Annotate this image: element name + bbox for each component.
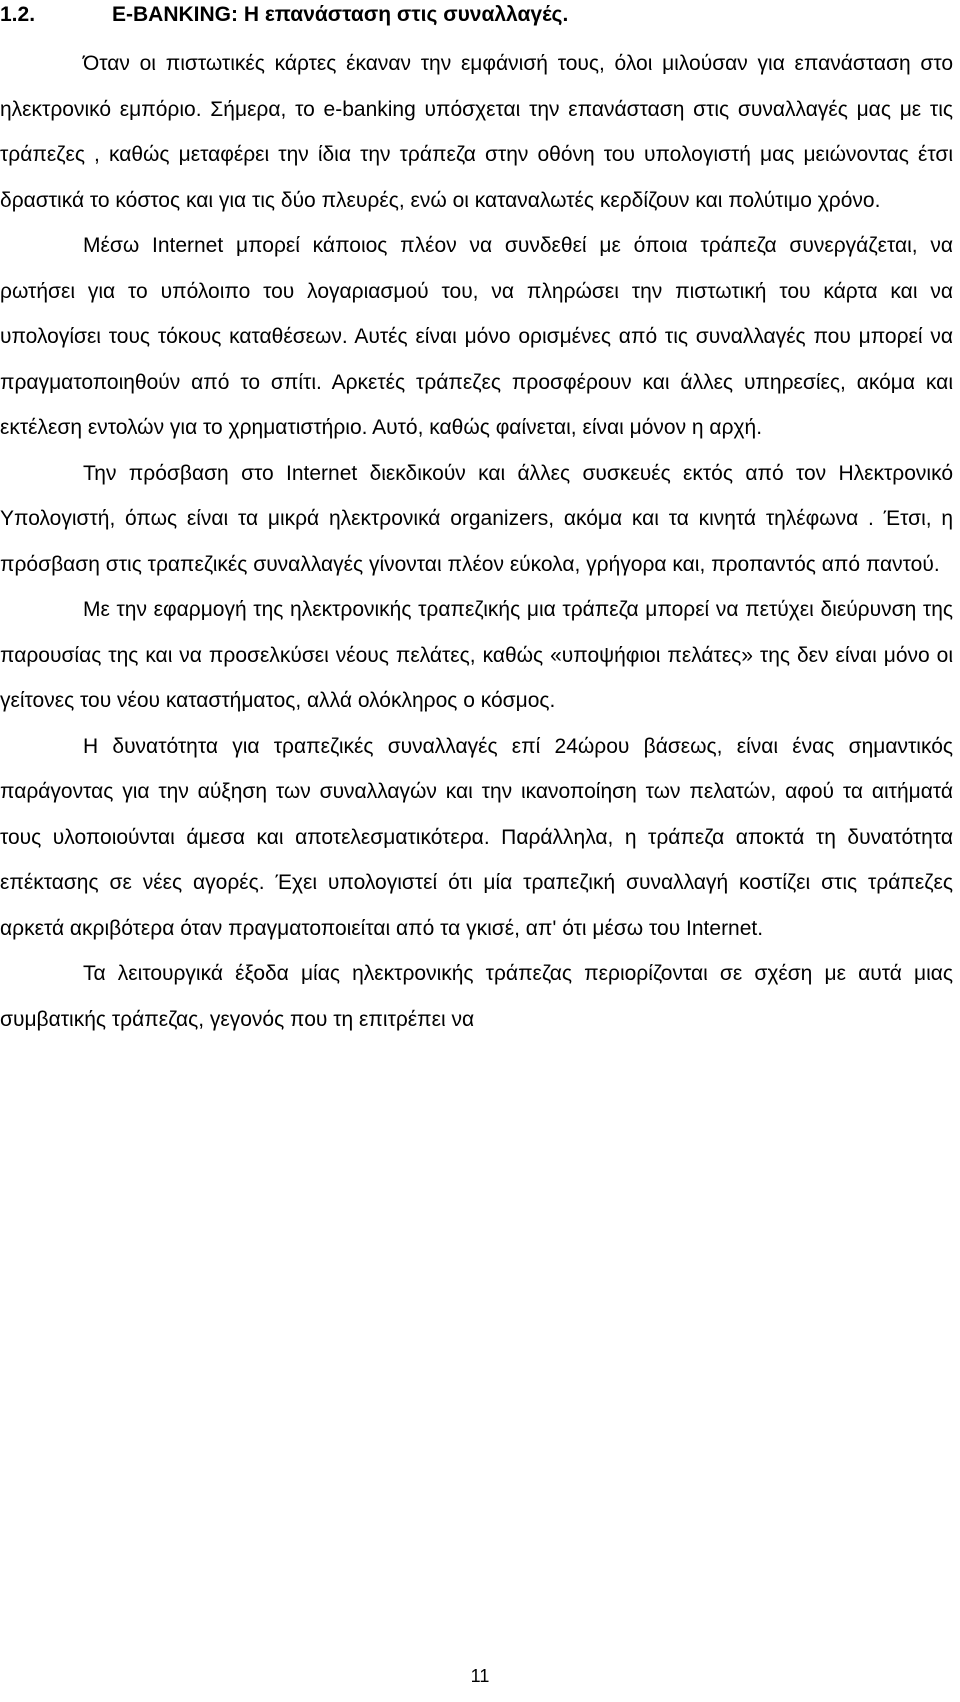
paragraph: Τα λειτουργικά έξοδα μίας ηλεκτρονικής τράπεζας περιορίζονται σε σχέση με αυτά μιας συμβατικής τράπεζας, γεγονός που τη επιτρέπει να — [0, 962, 953, 1031]
paragraph: Την πρόσβαση στο Internet διεκδικούν και άλλες συσκευές εκτός από τον Ηλεκτρονικό Υπολογιστή, όπως είναι τα μικρά ηλεκτρονικά organizers, ακόμα και τα κινητά τηλέφωνα . Έτσι, η πρόσβαση στις τραπεζικές συναλλαγές γίνονται πλέον εύκολα, γρήγορα και, προπαντός από παντού. — [0, 461, 953, 576]
body-text — [0, 41, 953, 1042]
page-number: 11 — [470, 1666, 490, 1686]
section-heading — [0, 2, 568, 28]
paragraph: Όταν οι πιστωτικές κάρτες έκαναν την εμφάνισή τους, όλοι μιλούσαν για επανάσταση στο ηλεκτρονικό εμπόριο. Σήμερα, το e-banking υπόσχεται την επανάσταση στις συναλλαγές μας με τις τράπεζες , καθώς μεταφέρει την ίδια την τράπεζα στην οθόνη του υπολογιστή μας μειώνοντας έτσι δραστικά το κόστος και για τις δύο πλευρές, ενώ οι καταναλωτές κερδίζουν και πολύτιμο χρόνο. — [0, 52, 953, 212]
section-number: 1.2. — [0, 3, 36, 26]
paragraph: Μέσω Internet μπορεί κάποιος πλέον να συνδεθεί με όποια τράπεζα συνεργάζεται, να ρωτήσει για το υπόλοιπο του λογαριασμού του, να πληρώσει την πιστωτική του κάρτα και να υπολογίσει τους τόκους καταθέσεων. Αυτές είναι μόνο ορισμένες από τις συναλλαγές που μπορεί να πραγματοποιηθούν από το σπίτι. Αρκετές τράπεζες προσφέρουν και άλλες υπηρεσίες, ακόμα και εκτέλεση εντολών για το χρηματιστήριο. Αυτό, καθώς φαίνεται, είναι μόνον η αρχή. — [0, 234, 953, 439]
paragraph: Με την εφαρμογή της ηλεκτρονικής τραπεζικής μια τράπεζα μπορεί να πετύχει διεύρυνση της παρουσίας της και να προσελκύσει νέους πελάτες, καθώς «υποψήφιοι πελάτες» της δεν είναι μόνο οι γείτονες του νέου καταστήματος, αλλά ολόκληρος ο κόσμος. — [0, 598, 953, 712]
section-title: E-BANKING: Η επανάσταση στις συναλλαγές. — [112, 3, 569, 26]
paragraph: Η δυνατότητα για τραπεζικές συναλλαγές επί 24ώρου βάσεως, είναι ένας σημαντικός παράγοντας για την αύξηση των συναλλαγών και την ικανοποίηση των πελατών, αφού τα αιτήματά τους υλοποιούνται άμεσα και αποτελεσματικότερα. Παράλληλα, η τράπεζα αποκτά τη δυνατότητα επέκτασης σε νέες αγορές. Έχει υπολογιστεί ότι μία τραπεζική συναλλαγή κοστίζει στις τράπεζες αρκετά ακριβότερα όταν πραγματοποιείται από τα γκισέ, απ' ότι μέσω του Internet. — [0, 734, 953, 940]
